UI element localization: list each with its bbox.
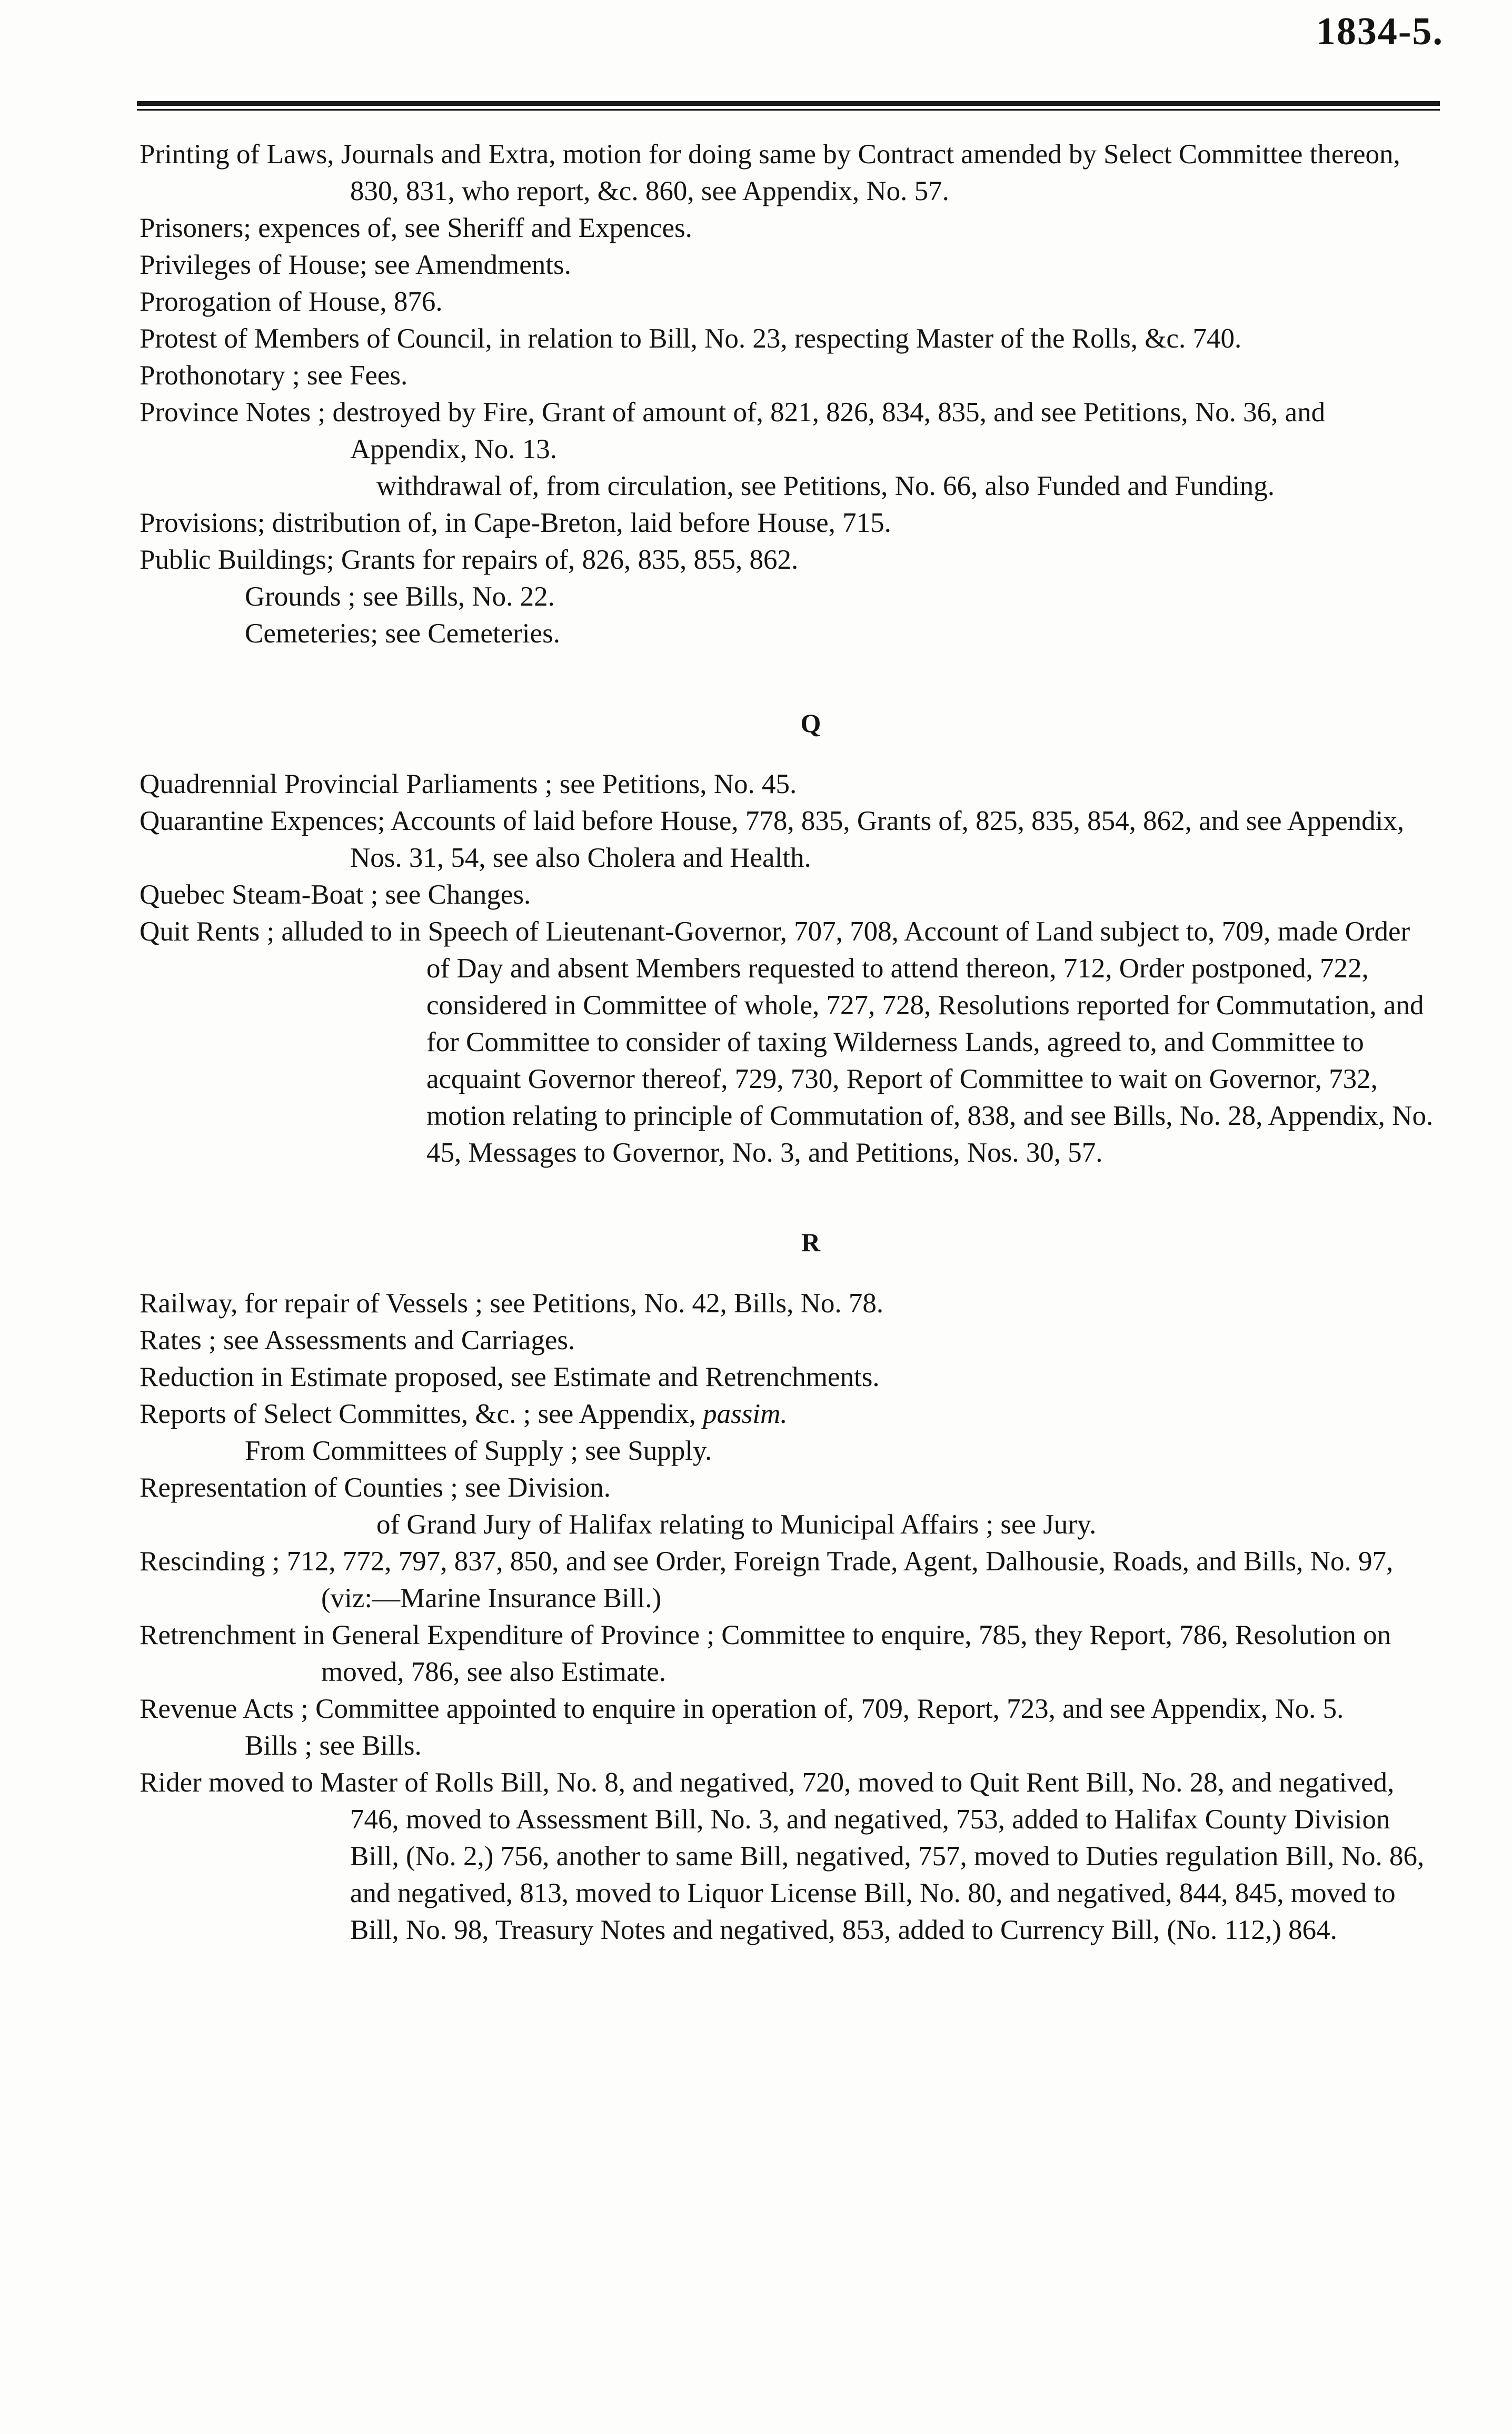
reports-passim: passim. xyxy=(703,1399,788,1429)
index-subentry-bills: Bills ; see Bills. xyxy=(245,1730,422,1761)
index-entry-province-notes: Province Notes ; destroyed by Fire, Grant of amount of, 821, 826, 834, 835, and see Petitions, No. 36, and Appendix, No. 13. xyxy=(140,397,1326,464)
index-entry-quebec-steam-boat: Quebec Steam-Boat ; see Changes. xyxy=(140,879,531,910)
index-entry-printing: Printing of Laws, Journals and Extra, motion for doing same by Contract amended by Select Committee thereon, 830, 831, who report, &c. 860, see Appendix, No. 57. xyxy=(140,139,1400,206)
index-entry-provisions: Provisions; distribution of, in Cape-Breton, laid before House, 715. xyxy=(140,508,891,538)
index-subentry-grounds: Grounds ; see Bills, No. 22. xyxy=(245,581,555,612)
index-subentry-withdrawal: withdrawal of, from circulation, see Petitions, No. 66, also Funded and Funding. xyxy=(376,471,1275,501)
index-entry-representation: Representation of Counties ; see Division. xyxy=(140,1472,611,1503)
index-entry-revenue-acts: Revenue Acts ; Committee appointed to enquire in operation of, 709, Report, 723, and see Appendix, No. 5. xyxy=(140,1694,1344,1724)
section-letter-r: R xyxy=(801,1228,821,1257)
index-entry-quarantine: Quarantine Expences; Accounts of laid before House, 778, 835, Grants of, 825, 835, 854, 862, and see Appendix, Nos. 31, 54, see also Cholera and Health. xyxy=(140,806,1405,873)
index-entry-rescinding: Rescinding ; 712, 772, 797, 837, 850, and see Order, Foreign Trade, Agent, Dalhousie, Roads, and Bills, No. 97, (viz:—Marine Insurance Bill.) xyxy=(140,1546,1394,1614)
index-entry-reduction: Reduction in Estimate proposed, see Estimate and Retrenchments. xyxy=(140,1362,880,1392)
index-entry-reports xyxy=(140,1396,1440,1432)
index-entry-railway: Railway, for repair of Vessels ; see Petitions, No. 42, Bills, No. 78. xyxy=(140,1288,884,1319)
index-entry-privileges: Privileges of House; see Amendments. xyxy=(140,250,571,280)
index-entry-quit-rents: Quit Rents ; alluded to in Speech of Lieutenant-Governor, 707, 708, Account of Land subject to, 709, made Order of Day and absent Members requested to attend thereon, 712, Order postponed, 722, considered in Committee of whole, 727, 728, Resolutions reported for Commutation, and for Committee to consider of taxing Wilderness Lands, agreed to, and Committee to acquaint Governor thereof, 729, 730, Report of Committee to wait on Governor, 732, motion relating to principle of Commutation of, 838, and see Bills, No. 28, Appendix, No. 45, Messages to Governor, No. 3, and Petitions, Nos. 30, 57. xyxy=(140,916,1434,1168)
index-subentry-grand-jury: of Grand Jury of Halifax relating to Municipal Affairs ; see Jury. xyxy=(376,1509,1097,1540)
index-entry-public-buildings: Public Buildings; Grants for repairs of, 826, 835, 855, 862. xyxy=(140,545,799,575)
index-subentry-supply: From Committees of Supply ; see Supply. xyxy=(245,1436,712,1466)
index-entry-rates: Rates ; see Assessments and Carriages. xyxy=(140,1325,575,1355)
index-entry-retrenchment: Retrenchment in General Expenditure of Province ; Committee to enquire, 785, they Report, 786, Resolution on moved, 786, see also Estimate. xyxy=(140,1620,1391,1687)
page-number: 1834-5. xyxy=(1316,10,1444,53)
header-rule xyxy=(137,101,1440,111)
reports-text: Reports of Select Committes, &c. ; see Appendix, xyxy=(140,1399,703,1429)
index-entry-prothonotary: Prothonotary ; see Fees. xyxy=(140,360,408,391)
section-r xyxy=(140,1285,1440,1948)
index-entry-prorogation: Prorogation of House, 876. xyxy=(140,286,443,317)
index-entry-rider: Rider moved to Master of Rolls Bill, No. 8, and negatived, 720, moved to Quit Rent Bill, No. 28, and negatived, 746, moved to Assessment Bill, No. 3, and negatived, 753, added to Halifax County Division Bill, (No. 2,) 756, another to same Bill, negatived, 757, moved to Duties regulation Bill, No. 86, and negatived, 813, moved to Liquor License Bill, No. 80, and negatived, 844, 845, moved to Bill, No. 98, Treasury Notes and negatived, 853, added to Currency Bill, (No. 112,) 864. xyxy=(140,1767,1425,1945)
index-page xyxy=(140,136,1440,1948)
section-q xyxy=(140,766,1440,1171)
index-entry-quadrennial: Quadrennial Provincial Parliaments ; see Petitions, No. 45. xyxy=(140,769,797,799)
index-entry-prisoners: Prisoners; expences of, see Sheriff and Expences. xyxy=(140,213,692,243)
section-letter-q: Q xyxy=(800,708,821,738)
index-entry-protest: Protest of Members of Council, in relation to Bill, No. 23, respecting Master of the Rolls, &c. 740. xyxy=(140,323,1242,354)
section-p xyxy=(140,136,1440,652)
index-subentry-cemeteries: Cemeteries; see Cemeteries. xyxy=(245,618,560,649)
